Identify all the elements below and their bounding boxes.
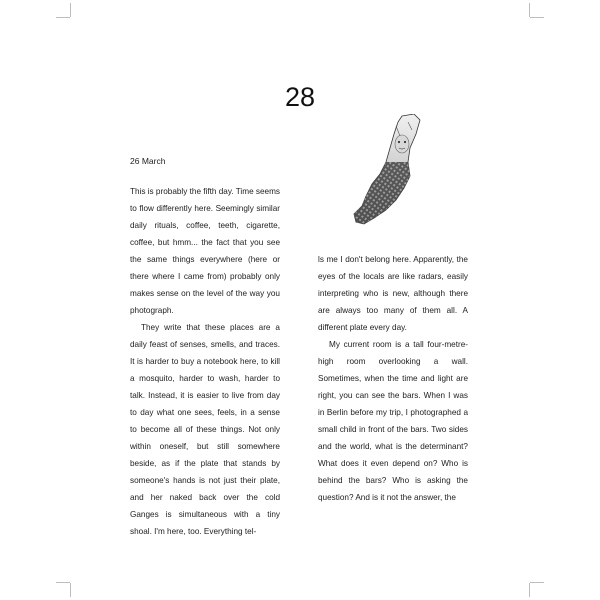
- crop-mark-top-left-h: [56, 17, 70, 18]
- crop-mark-bottom-left-h: [56, 582, 70, 583]
- paragraph: They write that these places are a daily feast of senses, smells, and traces. It is harder to buy a notebook here, to kill a mosquito, harder to wash, harder to talk. Instead, it is easier to live from day to day what one sees, feels, in a sense to become all of these things. Not only within oneself, but still somewhere beside, as if the plate that stands by someone's hands is not just their plate, and her naked back over the cold Ganges is simultaneous with a tiny shoal. I'm here, too. Everything tel-: [130, 323, 280, 536]
- crop-mark-bottom-right-v: [529, 583, 530, 597]
- crop-mark-bottom-right-h: [530, 582, 544, 583]
- crop-mark-top-left-v: [70, 3, 71, 17]
- page-number: 28: [284, 82, 316, 112]
- paragraph: This is probably the fifth day. Time seems to flow differently here. Seemingly similar daily rituals, coffee, teeth, cigarette, coffee, but hmm... the fact that you see the same things everywhere (here or there where I came from) probably only makes sense on the level of the way you photograph.: [130, 187, 281, 315]
- paragraph: My current room is a tall four-metre-high room overlooking a wall. Sometimes, when the time and light are right, you can see the bars. When I was in Berlin before my trip, I photographed a small child in front of the bars. Two sides and the world, what is the determinant? What does it even depend on? Who is behind the bars? Who is asking the question? And is it not the answer, the: [318, 340, 468, 502]
- crop-mark-bottom-left-v: [70, 583, 71, 597]
- entry-date: 26 March: [130, 156, 166, 166]
- right-text-column: [318, 251, 468, 506]
- paragraph: ls me I don't belong here. Apparently, the eyes of the locals are like radars, easily interpreting who is new, although there are always too many of them all. A different plate every day.: [318, 255, 468, 332]
- crop-mark-top-right-h: [530, 17, 544, 18]
- crop-mark-top-right-v: [529, 3, 530, 17]
- torn-photo-fragment: [350, 114, 426, 226]
- left-text-column: [130, 183, 280, 540]
